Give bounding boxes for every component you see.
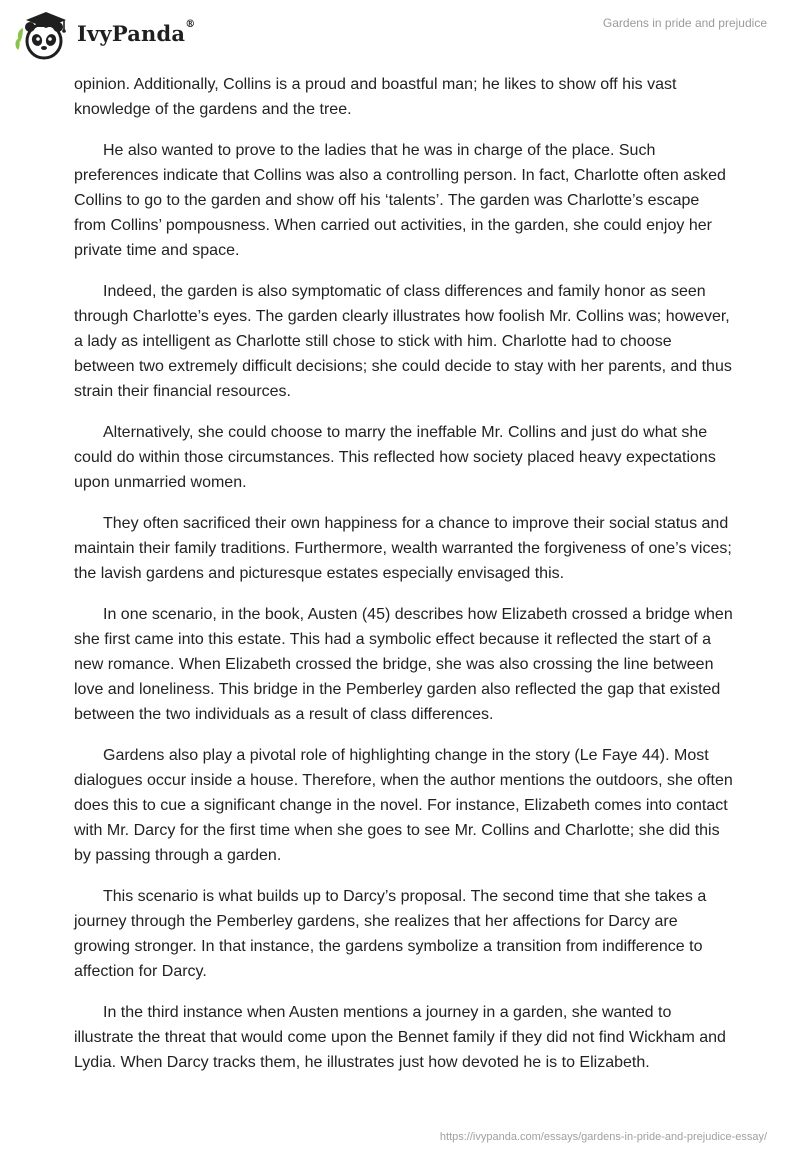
paragraph: In the third instance when Austen mentions a journey in a garden, she wanted to illustrate the threat that would come upon the Bennet family if they did not find Wickham and Lydia. When Darcy tracks them, he illustrates just how devoted he is to Elizabeth. bbox=[74, 1004, 726, 1071]
source-url[interactable]: https://ivypanda.com/essays/gardens-in-pride-and-prejudice-essay/ bbox=[439, 1131, 767, 1143]
registered-mark: ® bbox=[185, 19, 196, 30]
paragraph: They often sacrificed their own happiness for a chance to improve their social status and maintain their family traditions. Furthermore, wealth warranted the forgiveness of one’s vices; the lavish gardens and picturesque estates especially envisaged this. bbox=[74, 515, 732, 582]
paragraph: Gardens also play a pivotal role of highlighting change in the story (Le Faye 44). Most dialogues occur inside a house. Therefore, when the author mentions the outdoors, she often does this to cue a significant change in the novel. For instance, Elizabeth comes into contact with Mr. Darcy for the first time when she goes to see Mr. Collins and Charlotte; she did this by passing through a garden. bbox=[74, 747, 733, 864]
page-header bbox=[0, 0, 800, 70]
paragraph: This scenario is what builds up to Darcy’s proposal. The second time that she takes a journey through the Pemberley gardens, she realizes that her affections for Darcy are growing stronger. In that instance, the gardens symbolize a transition from indifference to affection for Darcy. bbox=[74, 888, 707, 980]
paragraph: In one scenario, in the book, Austen (45) describes how Elizabeth crossed a bridge when she first came into this estate. This had a symbolic effect because it reflected the start of a new romance. When Elizabeth crossed the bridge, she was also crossing the line between love and loneliness. This bridge in the Pemberley garden also reflected the gap that existed between the two individuals as a result of class differences. bbox=[74, 606, 733, 723]
logo-wordmark bbox=[77, 21, 195, 46]
panda-graduation-cap-icon bbox=[14, 8, 70, 62]
paragraph: opinion. Additionally, Collins is a proud and boastful man; he likes to show off his vast knowledge of the gardens and the tree. bbox=[74, 76, 677, 118]
paragraph: He also wanted to prove to the ladies that he was in charge of the place. Such preferences indicate that Collins was also a controlling person. In fact, Charlotte often asked Collins to go to the garden and show off his ‘talents’. The garden was Charlotte’s escape from Collins’ pompousness. When carried out activities, in the garden, she could enjoy her private time and space. bbox=[74, 142, 726, 259]
document-title: Gardens in pride and prejudice bbox=[602, 16, 767, 30]
paragraph: Alternatively, she could choose to marry the ineffable Mr. Collins and just do what she could do within those circumstances. This reflected how society placed heavy expectations upon unmarried women. bbox=[74, 424, 716, 491]
logo-name: IvyPanda bbox=[77, 21, 186, 46]
ivypanda-logo[interactable] bbox=[14, 8, 194, 62]
paragraph: Indeed, the garden is also symptomatic of class differences and family honor as seen through Charlotte’s eyes. The garden clearly illustrates how foolish Mr. Collins was; however, a lady as intelligent as Charlotte still chose to stick with him. Charlotte had to choose between two extremely difficult decisions; she could decide to stay with her parents, and thus strain their financial resources. bbox=[74, 283, 732, 400]
essay-body bbox=[74, 72, 734, 1091]
